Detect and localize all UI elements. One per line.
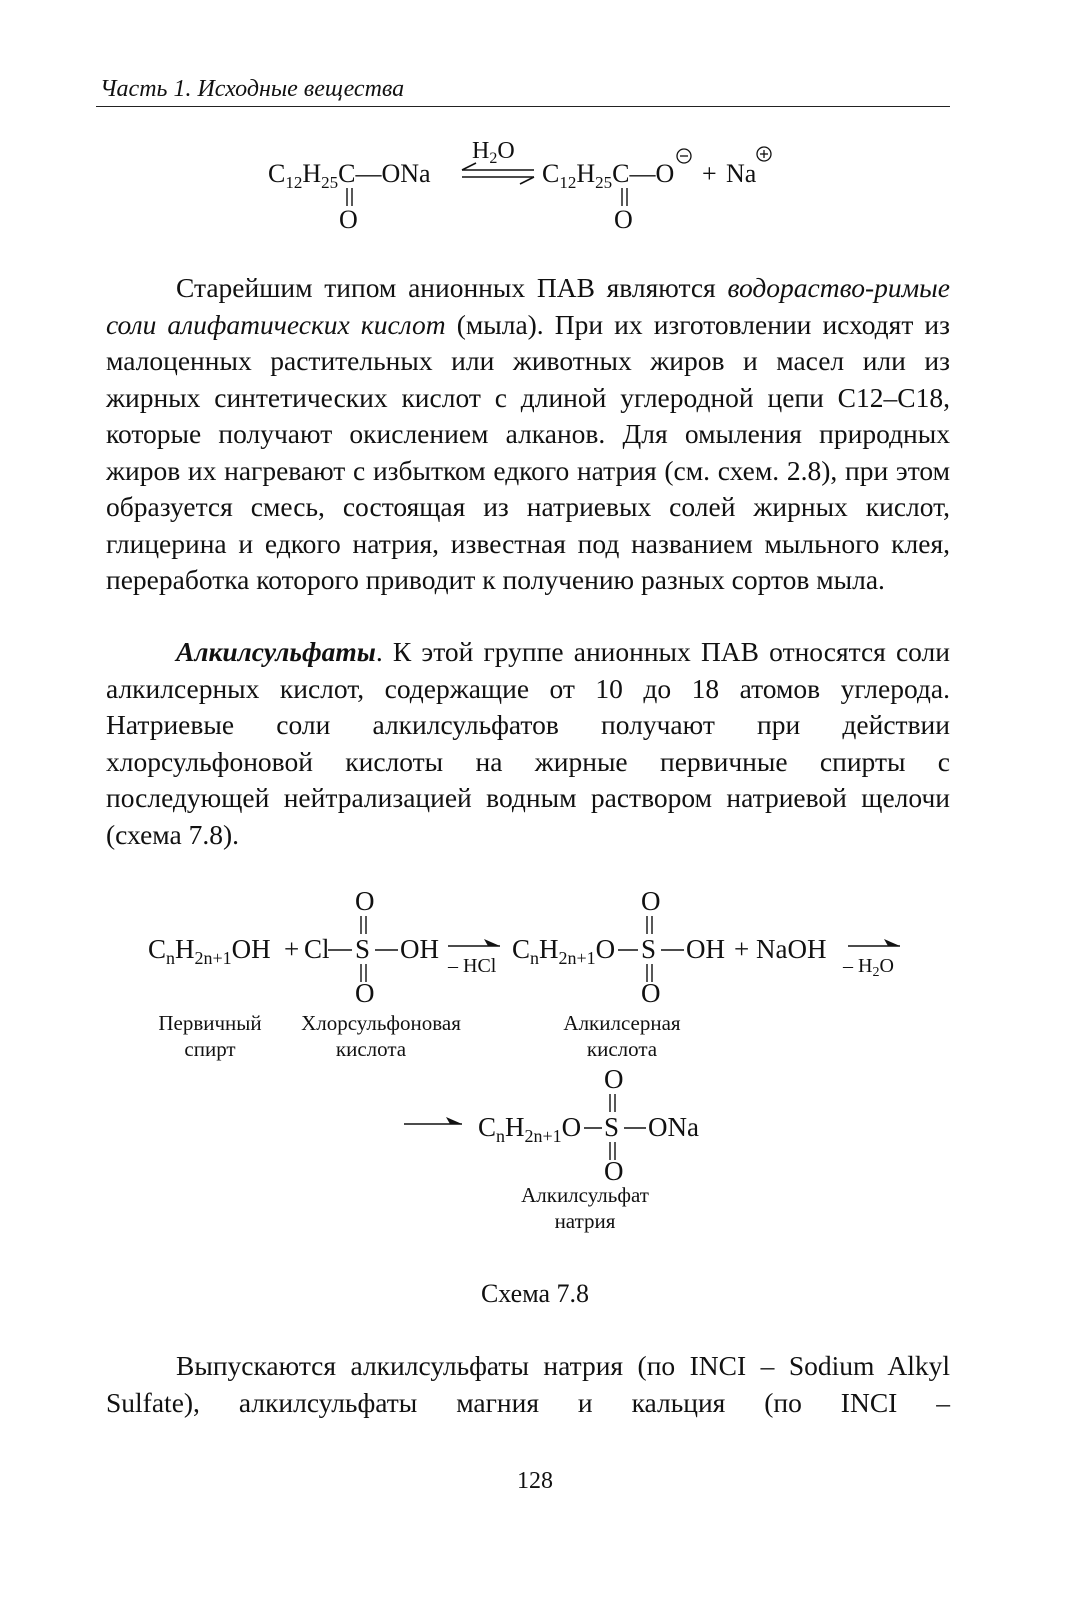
sulfur-atom: S <box>641 934 657 964</box>
sulfur-atom: S <box>355 934 371 964</box>
bold-italic-term: Алкилсульфаты <box>176 636 376 667</box>
label-sodium-alkylsulfate: Алкилсульфат <box>521 1183 649 1207</box>
sodium-oxide-group: ONa <box>648 1112 699 1142</box>
oxygen-atom: O <box>604 1064 624 1094</box>
label-sodium-alkylsulfate: натрия <box>554 1209 616 1233</box>
scheme-7-8 <box>0 880 1070 1320</box>
label-chlorosulfonic-acid: Хлорсульфоновая <box>301 1011 461 1035</box>
alkylsulfuric-acid-formula: $C_nH_{2n+1}O$ <box>512 934 616 968</box>
scheme-caption: Схема 7.8 <box>480 1279 590 1308</box>
sodium-alkylsulfate-formula: $C_nH_{2n+1}O$ <box>478 1112 582 1146</box>
label-alkylsulfuric-acid: кислота <box>586 1037 658 1061</box>
arrowhead <box>520 177 534 184</box>
paragraph-text: . К этой группе анионных ПАВ относятся соли алкилсерных кислот, содержащие от 10 до 18 атомов углерода. Натриевые соли алкилсульфатов получают при действии хлорсульфоновой кислоты на жирные первичные спирты с последующей нейтрализацией водным раствором натриевой щелочи (схема 7.8). <box>106 636 950 850</box>
oxygen-atom: O <box>355 978 375 1008</box>
paragraph-text: Выпускаются алкилсульфаты натрия (по INCI – Sodium Alkyl Sulfate), алкилсульфаты магния и кальция (по INCI – <box>106 1350 950 1418</box>
carbonyl-oxygen: O <box>339 205 358 234</box>
page-number: 128 <box>517 1468 553 1494</box>
label-alkylsulfuric-acid: Алкилсерная <box>563 1011 681 1035</box>
sodium-ion: Na <box>726 159 757 188</box>
label-primary-alcohol: спирт <box>184 1037 236 1061</box>
oxygen-atom: O <box>355 886 375 916</box>
paragraph-text: Старейшим типом анионных ПАВ являются <box>176 272 728 303</box>
reactant-formula: $C_{12}H_{25}C—ONa$ <box>268 159 431 192</box>
running-header: Часть 1. Исходные вещества <box>100 76 405 102</box>
soap-hydrolysis-equation <box>0 130 1070 240</box>
sodium-hydroxide: + NaOH <box>734 934 827 964</box>
carbonyl-oxygen: O <box>614 205 633 234</box>
plus-sign: + <box>284 934 300 964</box>
hydroxyl-group: OH <box>400 934 439 964</box>
paragraph-text: (мыла). При их изготовлении исходят из малоценных растительных или животных жиров и масел или из жирных синтетических кислот с длиной углеродной цепи C12–C18, которые получают окислением алканов. Для омыления природных жиров их нагревают с избытком едкого натрия (см. схем. 2.8), при этом образуется смесь, состоящая из натриевых солей жирных кислот, глицерина и едкого натрия, известная под названием мыльного клея, переработка которого приводит к получению разных сортов мыла. <box>106 308 950 595</box>
paragraph-alkylsulfates <box>106 634 950 853</box>
arrowhead <box>462 163 476 170</box>
primary-alcohol-formula: $C_nH_{2n+1}OH$ <box>148 934 271 968</box>
oxygen-atom: O <box>604 1156 624 1186</box>
paragraph-inci <box>106 1348 950 1421</box>
oxygen-atom: O <box>641 978 661 1008</box>
label-chlorosulfonic-acid: кислота <box>335 1037 407 1061</box>
paragraph-soaps <box>106 270 950 599</box>
hydroxyl-group: OH <box>686 934 725 964</box>
chlorine-atom: Cl <box>304 934 330 964</box>
label-primary-alcohol: Первичный <box>158 1011 262 1035</box>
condition-water: $H_2O$ <box>472 138 515 167</box>
italic-term: водораство-римые соли алифатических кислот <box>106 272 950 340</box>
header-rule <box>96 106 950 107</box>
byproduct-water: – $H_2O$ <box>843 955 894 980</box>
plus-sign: + <box>702 159 717 188</box>
byproduct-hcl: – HCl <box>448 955 497 977</box>
oxygen-atom: O <box>641 886 661 916</box>
sulfur-atom: S <box>604 1112 620 1142</box>
product-formula: $C_{12}H_{25}C—O$ <box>542 159 675 192</box>
